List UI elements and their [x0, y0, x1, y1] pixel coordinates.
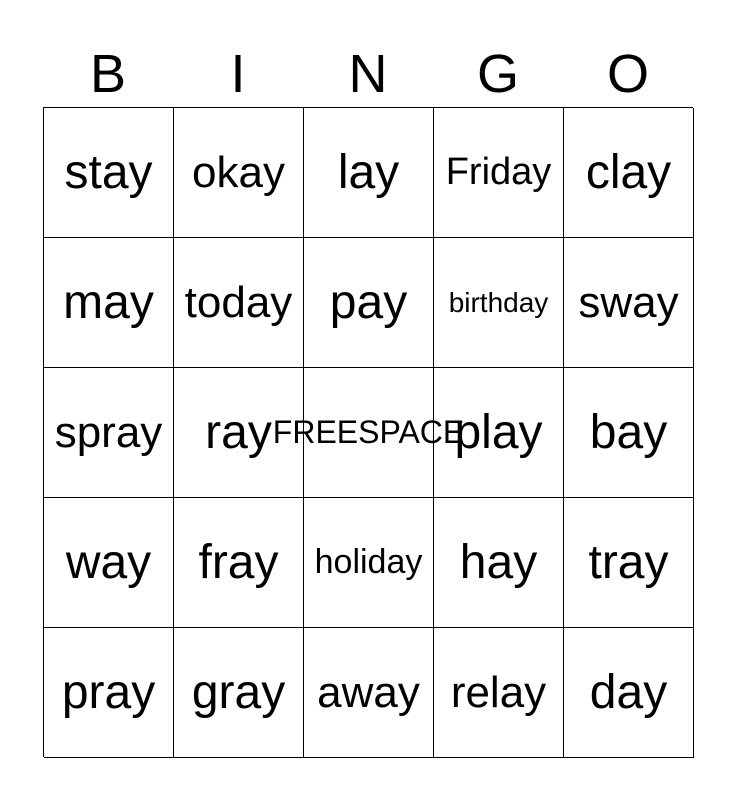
bingo-cell[interactable]: play	[434, 368, 564, 498]
bingo-cell[interactable]: away	[304, 628, 434, 758]
header-letter-g: G	[476, 44, 519, 104]
free-space-line-1: FREE	[272, 413, 359, 450]
bingo-cell[interactable]: holiday	[304, 498, 434, 628]
header-letter-n: N	[348, 44, 388, 104]
bingo-cell[interactable]: way	[44, 498, 174, 628]
bingo-cell[interactable]: stay	[44, 108, 174, 238]
free-space-cell[interactable]	[272, 368, 465, 498]
bingo-cell[interactable]: hay	[434, 498, 564, 628]
bingo-cell[interactable]: okay	[174, 108, 304, 238]
free-space-line-2: SPACE	[358, 413, 465, 450]
bingo-cell[interactable]: fray	[174, 498, 304, 628]
bingo-header	[43, 40, 693, 108]
bingo-cell[interactable]: pray	[44, 628, 174, 758]
bingo-grid	[43, 107, 693, 757]
header-letter-b: B	[89, 44, 127, 104]
bingo-cell[interactable]: Friday	[434, 108, 564, 238]
bingo-cell[interactable]: bay	[564, 368, 694, 498]
bingo-cell[interactable]: clay	[564, 108, 694, 238]
bingo-cell[interactable]: pay	[304, 238, 434, 368]
bingo-cell[interactable]: tray	[564, 498, 694, 628]
bingo-cell[interactable]: ray	[174, 368, 304, 498]
bingo-cell[interactable]: birthday	[434, 238, 564, 368]
bingo-cell[interactable]: sway	[564, 238, 694, 368]
bingo-cell[interactable]: lay	[304, 108, 434, 238]
header-letter-i: I	[230, 44, 246, 104]
header-letter-o: O	[606, 44, 649, 104]
bingo-cell[interactable]: may	[44, 238, 174, 368]
bingo-cell[interactable]: day	[564, 628, 694, 758]
bingo-cell[interactable]: today	[174, 238, 304, 368]
bingo-cell[interactable]: gray	[174, 628, 304, 758]
bingo-cell[interactable]: spray	[44, 368, 174, 498]
bingo-cell[interactable]: relay	[434, 628, 564, 758]
